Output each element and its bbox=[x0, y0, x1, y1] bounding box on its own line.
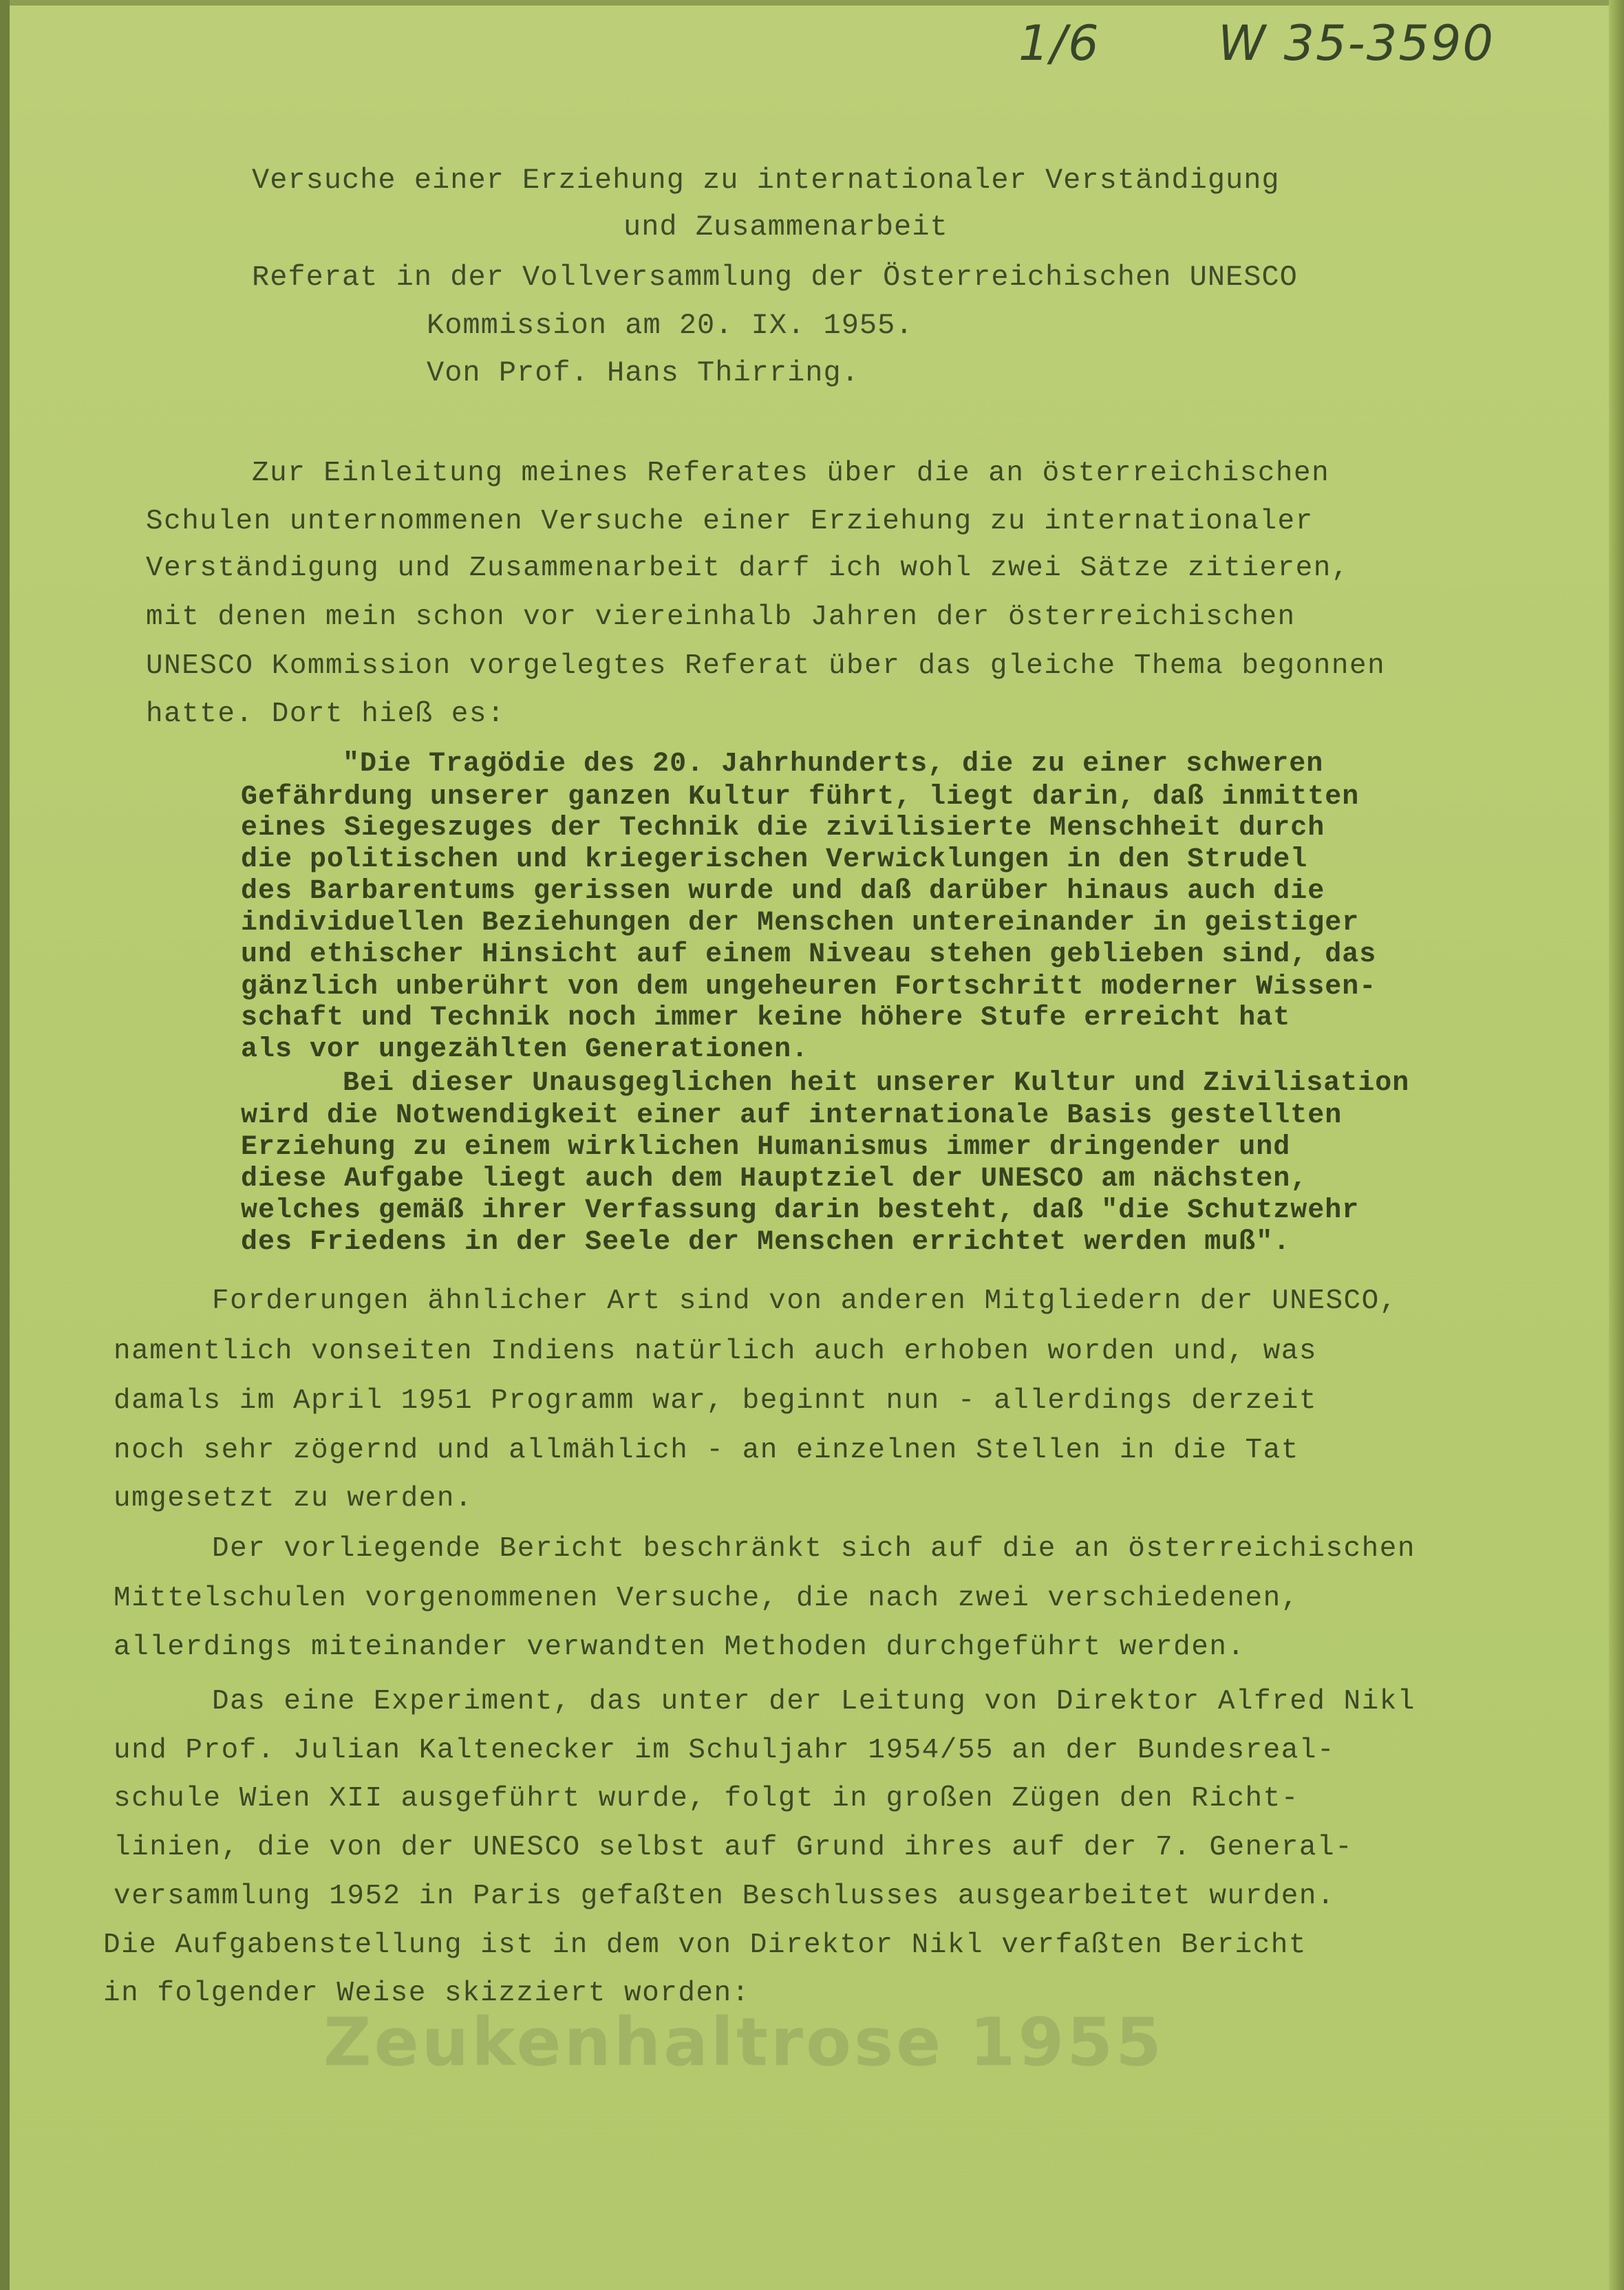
para4-line-3: schule Wien XII ausgeführt wurde, folgt in großen Zügen den Richt- bbox=[114, 1783, 1299, 1815]
intro-line-4: mit denen mein schon vor viereinhalb Jahren der österreichischen bbox=[146, 601, 1296, 633]
title-line-5: Von Prof. Hans Thirring. bbox=[427, 356, 859, 389]
quote-line-1: "Die Tragödie des 20. Jahrhunderts, die zu einer schweren bbox=[343, 749, 1324, 780]
quote-line-15: welches gemäß ihrer Verfassung darin besteht, daß "die Schutzwehr bbox=[241, 1195, 1360, 1226]
title-line-4: Kommission am 20. IX. 1955. bbox=[427, 309, 914, 342]
para2-line-3: damals im April 1951 Programm war, beginnt nun - allerdings derzeit bbox=[114, 1385, 1317, 1417]
paper-edge-top bbox=[0, 0, 1624, 6]
quote-line-16: des Friedens in der Seele der Menschen errichtet werden muß". bbox=[241, 1227, 1291, 1258]
title-line-2: und Zusammenarbeit bbox=[623, 211, 948, 244]
para4-line-1: Das eine Experiment, das unter der Leitung von Direktor Alfred Nikl bbox=[212, 1686, 1415, 1718]
paper-edge-right bbox=[1609, 0, 1624, 2290]
para2-line-1: Forderungen ähnlicher Art sind von anderen Mitgliedern der UNESCO, bbox=[212, 1285, 1398, 1317]
intro-line-1: Zur Einleitung meines Referates über die an österreichischen bbox=[252, 458, 1330, 489]
title-line-1: Versuche einer Erziehung zu internationaler Verständigung bbox=[252, 164, 1280, 197]
quote-line-3: eines Siegeszuges der Technik die zivilisierte Menschheit durch bbox=[241, 813, 1325, 844]
para4-line-7: in folgender Weise skizziert worden: bbox=[103, 1978, 750, 2009]
para2-line-4: noch sehr zögernd und allmählich - an einzelnen Stellen in die Tat bbox=[114, 1435, 1299, 1466]
quote-line-13: Erziehung zu einem wirklichen Humanismus immer dringender und bbox=[241, 1132, 1291, 1163]
para4-line-4: linien, die von der UNESCO selbst auf Grund ihres auf der 7. General- bbox=[114, 1832, 1354, 1863]
para3-line-1: Der vorliegende Bericht beschränkt sich auf die an österreichischen bbox=[212, 1533, 1415, 1565]
quote-line-14: diese Aufgabe liegt auch dem Hauptziel der UNESCO am nächsten, bbox=[241, 1164, 1308, 1195]
quote-line-6: individuellen Beziehungen der Menschen untereinander in geistiger bbox=[241, 908, 1360, 939]
quote-line-11: Bei dieser Unausgeglichen heit unserer Kultur und Zivilisation bbox=[343, 1068, 1410, 1099]
quote-line-5: des Barbarentums gerissen wurde und daß darüber hinaus auch die bbox=[241, 876, 1325, 907]
para3-line-2: Mittelschulen vorgenommenen Versuche, die nach zwei verschiedenen, bbox=[114, 1583, 1299, 1614]
para2-line-2: namentlich vonseiten Indiens natürlich auch erhoben worden und, was bbox=[114, 1336, 1317, 1367]
para2-line-5: umgesetzt zu werden. bbox=[114, 1483, 473, 1515]
quote-line-4: die politischen und kriegerischen Verwicklungen in den Strudel bbox=[241, 844, 1308, 875]
para4-line-5: versammlung 1952 in Paris gefaßten Beschlusses ausgearbeitet wurden. bbox=[114, 1881, 1336, 1912]
intro-line-2: Schulen unternommenen Versuche einer Erziehung zu internationaler bbox=[146, 506, 1314, 537]
intro-line-5: UNESCO Kommission vorgelegtes Referat über das gleiche Thema begonnen bbox=[146, 650, 1386, 682]
bleed-through-text: Zeukenhaltrose 1955 bbox=[323, 2004, 1164, 2081]
quote-line-12: wird die Notwendigkeit einer auf internationale Basis gestellten bbox=[241, 1100, 1343, 1131]
archive-signature-annotation: W 35-3590 bbox=[1218, 15, 1495, 72]
quote-line-10: als vor ungezählten Generationen. bbox=[241, 1034, 809, 1065]
quote-line-8: gänzlich unberührt von dem ungeheuren Fortschritt moderner Wissen- bbox=[241, 972, 1377, 1003]
title-line-3: Referat in der Vollversammlung der Österreichischen UNESCO bbox=[252, 261, 1298, 294]
para4-line-6: Die Aufgabenstellung ist in dem von Direktor Nikl verfaßten Bericht bbox=[103, 1929, 1307, 1961]
intro-line-3: Verständigung und Zusammenarbeit darf ich wohl zwei Sätze zitieren, bbox=[146, 553, 1349, 584]
quote-line-7: und ethischer Hinsicht auf einem Niveau stehen geblieben sind, das bbox=[241, 939, 1377, 970]
page-number-annotation: 1/6 bbox=[1018, 15, 1100, 72]
quote-line-9: schaft und Technik noch immer keine höhere Stufe erreicht hat bbox=[241, 1003, 1291, 1034]
para4-line-2: und Prof. Julian Kaltenecker im Schuljahr 1954/55 an der Bundesreal- bbox=[114, 1735, 1336, 1766]
para3-line-3: allerdings miteinander verwandten Methoden durchgeführt werden. bbox=[114, 1631, 1246, 1663]
paper-edge-left bbox=[0, 0, 10, 2290]
intro-line-6: hatte. Dort hieß es: bbox=[146, 698, 506, 730]
quote-line-2: Gefährdung unserer ganzen Kultur führt, liegt darin, daß inmitten bbox=[241, 782, 1360, 813]
